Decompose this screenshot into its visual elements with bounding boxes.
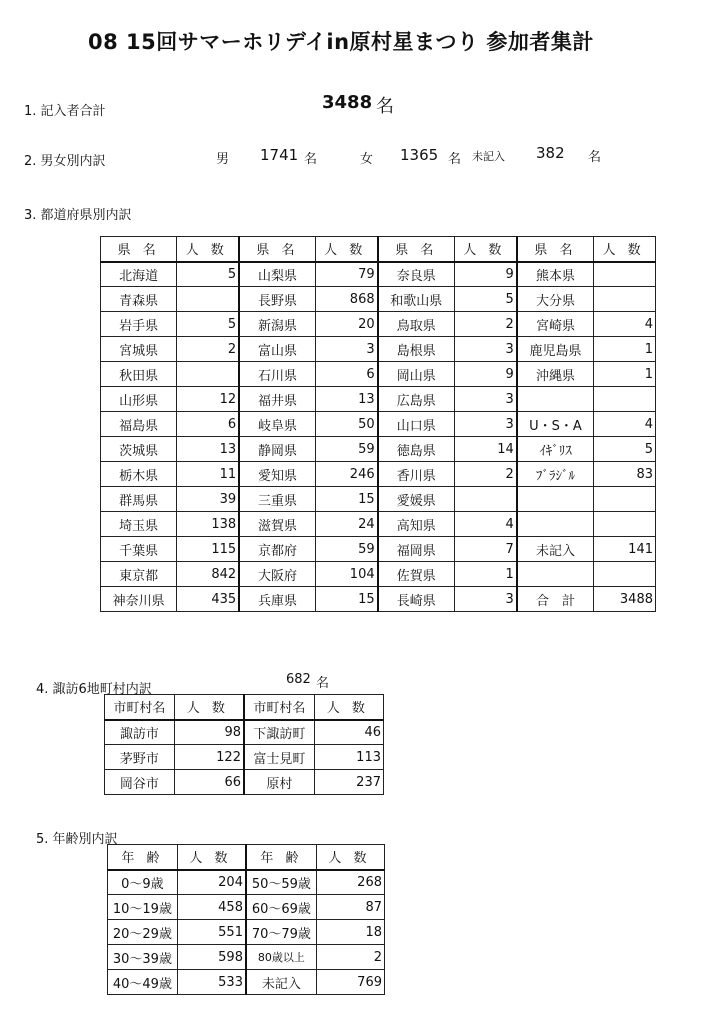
prefecture-count: 12	[177, 387, 239, 412]
prefecture-count: 246	[315, 462, 377, 487]
prefecture-count: 59	[315, 537, 377, 562]
prefecture-name	[517, 562, 594, 587]
prefecture-count: 9	[454, 262, 516, 287]
prefecture-name: 兵庫県	[239, 587, 315, 612]
prefecture-count: 50	[315, 412, 377, 437]
prefecture-name: 京都府	[239, 537, 315, 562]
table-row	[101, 312, 656, 337]
prefecture-count	[594, 262, 656, 287]
prefecture-name: 栃木県	[101, 462, 177, 487]
table-row	[101, 537, 656, 562]
age-group: 80歳以上	[246, 945, 316, 970]
prefecture-name: 埼玉県	[101, 512, 177, 537]
prefecture-count: 1	[594, 337, 656, 362]
prefecture-count: 15	[315, 487, 377, 512]
municipality-count: 98	[174, 720, 244, 745]
header-count: 人 数	[314, 695, 383, 720]
prefecture-name: 鹿児島県	[517, 337, 594, 362]
prefecture-count	[594, 562, 656, 587]
prefecture-name: 宮城県	[101, 337, 177, 362]
male-value: 1741	[260, 146, 299, 164]
prefecture-name: 福井県	[239, 387, 315, 412]
table-row	[101, 462, 656, 487]
section2-label: 2. 男女別内訳	[24, 154, 106, 169]
prefecture-count: 5	[177, 312, 239, 337]
municipality-table	[104, 694, 384, 795]
header-count: 人 数	[316, 845, 384, 870]
prefecture-name: ｲｷﾞﾘｽ	[517, 437, 594, 462]
prefecture-name: 福岡県	[378, 537, 455, 562]
age-table	[107, 844, 385, 995]
header-name: 年 齢	[108, 845, 178, 870]
table-row	[101, 437, 656, 462]
prefecture-name: 東京都	[101, 562, 177, 587]
municipality-name: 原村	[244, 770, 314, 795]
age-group: 20～29歳	[108, 920, 178, 945]
prefecture-name: 和歌山県	[378, 287, 455, 312]
prefecture-name: 奈良県	[378, 262, 455, 287]
municipality-count: 113	[314, 745, 383, 770]
prefecture-count: 5	[454, 287, 516, 312]
prefecture-count: 3	[315, 337, 377, 362]
age-count: 87	[316, 895, 384, 920]
age-count: 458	[177, 895, 246, 920]
table-row	[108, 970, 385, 995]
age-group: 70～79歳	[246, 920, 316, 945]
prefecture-name: 山梨県	[239, 262, 315, 287]
prefecture-name: 茨城県	[101, 437, 177, 462]
age-group: 10～19歳	[108, 895, 178, 920]
prefecture-count: 83	[594, 462, 656, 487]
header-count: 人 数	[174, 695, 244, 720]
prefecture-count: 20	[315, 312, 377, 337]
header-count: 人 数	[454, 237, 516, 262]
prefecture-count: 435	[177, 587, 239, 612]
prefecture-name: U・S・A	[517, 412, 594, 437]
prefecture-name: 富山県	[239, 337, 315, 362]
prefecture-name: 愛知県	[239, 462, 315, 487]
table-row	[101, 587, 656, 612]
municipality-count: 66	[174, 770, 244, 795]
prefecture-count	[177, 362, 239, 387]
prefecture-name: 香川県	[378, 462, 455, 487]
prefecture-count: 15	[315, 587, 377, 612]
age-group: 0～9歳	[108, 870, 178, 895]
municipality-count: 46	[314, 720, 383, 745]
header-name: 市町村名	[105, 695, 175, 720]
prefecture-count: 2	[177, 337, 239, 362]
section3-label: 3. 都道府県別内訳	[24, 208, 132, 223]
prefecture-name: 佐賀県	[378, 562, 455, 587]
prefecture-count	[594, 487, 656, 512]
prefecture-count: 6	[177, 412, 239, 437]
prefecture-name: 長野県	[239, 287, 315, 312]
prefecture-name: 千葉県	[101, 537, 177, 562]
prefecture-count: 868	[315, 287, 377, 312]
header-count: 人 数	[177, 845, 246, 870]
header-name: 年 齢	[246, 845, 316, 870]
prefecture-count: 115	[177, 537, 239, 562]
prefecture-name: 鳥取県	[378, 312, 455, 337]
prefecture-name: 滋賀県	[239, 512, 315, 537]
age-count: 551	[177, 920, 246, 945]
table-row	[105, 770, 384, 795]
prefecture-name: 山形県	[101, 387, 177, 412]
prefecture-count: 1	[594, 362, 656, 387]
prefecture-name: 熊本県	[517, 262, 594, 287]
female-value: 1365	[400, 146, 439, 164]
table-row	[108, 920, 385, 945]
header-name: 市町村名	[244, 695, 314, 720]
table-row	[108, 945, 385, 970]
prefecture-name: 愛媛県	[378, 487, 455, 512]
table-row	[101, 262, 656, 287]
unknown-value: 382	[536, 144, 565, 162]
age-count: 598	[177, 945, 246, 970]
unknown-label: 未記入	[472, 150, 505, 163]
prefecture-count: 13	[315, 387, 377, 412]
prefecture-count: 3	[454, 337, 516, 362]
municipality-name: 茅野市	[105, 745, 175, 770]
header-count: 人 数	[315, 237, 377, 262]
prefecture-count: 4	[594, 412, 656, 437]
prefecture-count: 79	[315, 262, 377, 287]
municipality-name: 岡谷市	[105, 770, 175, 795]
age-count: 18	[316, 920, 384, 945]
prefecture-name: 岡山県	[378, 362, 455, 387]
age-count: 268	[316, 870, 384, 895]
age-count: 204	[177, 870, 246, 895]
prefecture-name: 青森県	[101, 287, 177, 312]
prefecture-name: 広島県	[378, 387, 455, 412]
prefecture-count: 3488	[594, 587, 656, 612]
table-row	[101, 387, 656, 412]
header-count: 人 数	[177, 237, 239, 262]
prefecture-name: 岩手県	[101, 312, 177, 337]
prefecture-name: 岐阜県	[239, 412, 315, 437]
age-count: 2	[316, 945, 384, 970]
prefecture-count: 1	[454, 562, 516, 587]
header-name: 県 名	[239, 237, 315, 262]
age-count: 769	[316, 970, 384, 995]
age-group: 未記入	[246, 970, 316, 995]
prefecture-count: 3	[454, 387, 516, 412]
prefecture-count	[594, 512, 656, 537]
prefecture-count: 9	[454, 362, 516, 387]
table-row	[105, 720, 384, 745]
table-row	[108, 895, 385, 920]
prefecture-count: 13	[177, 437, 239, 462]
municipality-count: 122	[174, 745, 244, 770]
age-group: 40～49歳	[108, 970, 178, 995]
prefecture-count: 4	[594, 312, 656, 337]
unknown-unit: 名	[588, 150, 602, 165]
prefecture-name: 新潟県	[239, 312, 315, 337]
prefecture-name: 北海道	[101, 262, 177, 287]
table-row	[101, 412, 656, 437]
age-group: 60～69歳	[246, 895, 316, 920]
male-unit: 名	[304, 152, 318, 167]
prefecture-count: 104	[315, 562, 377, 587]
prefecture-name: 秋田県	[101, 362, 177, 387]
prefecture-count: 39	[177, 487, 239, 512]
prefecture-name: 大阪府	[239, 562, 315, 587]
prefecture-count: 5	[594, 437, 656, 462]
prefecture-count: 11	[177, 462, 239, 487]
prefecture-count: 3	[454, 587, 516, 612]
prefecture-count: 6	[315, 362, 377, 387]
prefecture-table	[100, 236, 656, 612]
prefecture-count: 2	[454, 462, 516, 487]
table-row	[108, 870, 385, 895]
prefecture-name: 福島県	[101, 412, 177, 437]
section4-label: 4. 諏訪6地町村内訳	[36, 682, 152, 697]
table-row	[105, 745, 384, 770]
prefecture-name: 徳島県	[378, 437, 455, 462]
prefecture-count	[454, 487, 516, 512]
prefecture-count: 842	[177, 562, 239, 587]
prefecture-count	[594, 387, 656, 412]
prefecture-count: 141	[594, 537, 656, 562]
prefecture-name: 山口県	[378, 412, 455, 437]
female-label: 女	[360, 152, 374, 167]
municipality-name: 富士見町	[244, 745, 314, 770]
prefecture-count: 2	[454, 312, 516, 337]
table-row	[101, 362, 656, 387]
municipality-name: 諏訪市	[105, 720, 175, 745]
table-row	[101, 512, 656, 537]
prefecture-count: 4	[454, 512, 516, 537]
table-row	[101, 487, 656, 512]
prefecture-name: 高知県	[378, 512, 455, 537]
header-name: 県 名	[378, 237, 455, 262]
prefecture-count: 14	[454, 437, 516, 462]
age-count: 533	[177, 970, 246, 995]
prefecture-name: 島根県	[378, 337, 455, 362]
prefecture-count	[177, 287, 239, 312]
female-unit: 名	[448, 152, 462, 167]
prefecture-count: 138	[177, 512, 239, 537]
table-row	[101, 287, 656, 312]
prefecture-name: ﾌﾞﾗｼﾞﾙ	[517, 462, 594, 487]
prefecture-name: 未記入	[517, 537, 594, 562]
prefecture-name: 三重県	[239, 487, 315, 512]
age-group: 30～39歳	[108, 945, 178, 970]
age-group: 50～59歳	[246, 870, 316, 895]
prefecture-count: 7	[454, 537, 516, 562]
prefecture-name: 合 計	[517, 587, 594, 612]
table-row	[101, 337, 656, 362]
table-row	[101, 562, 656, 587]
header-count: 人 数	[594, 237, 656, 262]
section1-label: 1. 記入者合計	[24, 104, 106, 119]
prefecture-name: 神奈川県	[101, 587, 177, 612]
page-title: 08 15回サマーホリデイin原村星まつり 参加者集計	[88, 30, 594, 54]
total-value: 3488	[322, 92, 373, 113]
section5-label: 5. 年齢別内訳	[36, 832, 118, 847]
prefecture-count: 5	[177, 262, 239, 287]
section4-total: 682	[286, 672, 311, 687]
header-name: 県 名	[101, 237, 177, 262]
municipality-name: 下諏訪町	[244, 720, 314, 745]
prefecture-name: 石川県	[239, 362, 315, 387]
male-label: 男	[216, 152, 230, 167]
total-unit: 名	[376, 96, 394, 117]
header-name: 県 名	[517, 237, 594, 262]
prefecture-count: 3	[454, 412, 516, 437]
prefecture-name: 長崎県	[378, 587, 455, 612]
prefecture-count: 24	[315, 512, 377, 537]
prefecture-name: 宮崎県	[517, 312, 594, 337]
prefecture-name: 静岡県	[239, 437, 315, 462]
prefecture-name: 沖縄県	[517, 362, 594, 387]
prefecture-name: 群馬県	[101, 487, 177, 512]
prefecture-name	[517, 512, 594, 537]
prefecture-name	[517, 387, 594, 412]
prefecture-name: 大分県	[517, 287, 594, 312]
prefecture-count	[594, 287, 656, 312]
section4-unit: 名	[316, 676, 330, 691]
prefecture-count: 59	[315, 437, 377, 462]
municipality-count: 237	[314, 770, 383, 795]
prefecture-name	[517, 487, 594, 512]
